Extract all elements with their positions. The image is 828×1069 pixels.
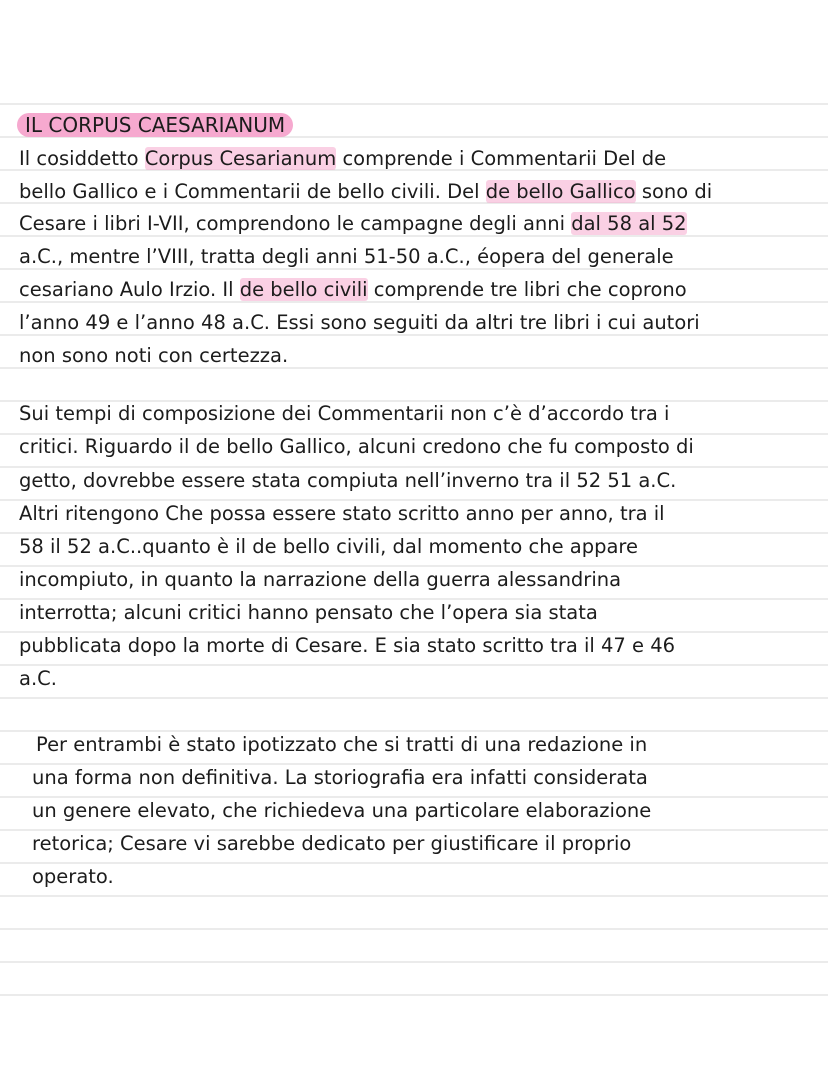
paragraph-1-line-7: non sono noti con certezza. bbox=[19, 344, 289, 367]
paragraph-2-line-9: a.C. bbox=[19, 667, 57, 690]
paragraph-2-line-7: interrotta; alcuni critici hanno pensato che l’opera sia stata bbox=[19, 601, 598, 624]
paragraph-2-line-5: 58 il 52 a.C..quanto è il de bello civili, dal momento che appare bbox=[19, 535, 639, 558]
text-run: cesariano Aulo Irzio. Il bbox=[19, 278, 240, 301]
paragraph-3-line-3: un genere elevato, che richiedeva una particolare elaborazione bbox=[32, 799, 652, 822]
paragraph-3-line-5: operato. bbox=[32, 865, 114, 888]
paragraph-1-line-6: l’anno 49 e l’anno 48 a.C. Essi sono seguiti da altri tre libri i cui autori bbox=[19, 311, 700, 334]
paragraph-3-line-4: retorica; Cesare vi sarebbe dedicato per giustificare il proprio bbox=[32, 832, 632, 855]
text-run: Il cosiddetto bbox=[19, 147, 145, 170]
highlighted-term: Corpus Cesarianum bbox=[144, 147, 337, 170]
paragraph-1-line-4: a.C., mentre l’VIII, tratta degli anni 51-50 a.C., éopera del generale bbox=[19, 245, 674, 268]
text-run: bello Gallico e i Commentarii de bello civili. Del bbox=[19, 180, 486, 203]
paragraph-1-line-5 bbox=[19, 274, 687, 306]
highlighted-term: de bello civili bbox=[239, 278, 368, 301]
paragraph-2-line-2: critici. Riguardo il de bello Gallico, alcuni credono che fu composto di bbox=[19, 435, 694, 458]
highlighted-term: de bello Gallico bbox=[485, 180, 636, 203]
text-run: Cesare i libri I-VII, comprendono le campagne degli anni bbox=[19, 212, 572, 235]
highlighted-term: dal 58 al 52 bbox=[571, 212, 687, 235]
paragraph-2-line-6: incompiuto, in quanto la narrazione della guerra alessandrina bbox=[19, 568, 622, 591]
text-run: sono di bbox=[635, 180, 713, 203]
paragraph-1-line-2 bbox=[19, 176, 712, 208]
paragraph-1-line-1 bbox=[19, 143, 666, 175]
paragraph-3-line-1: Per entrambi è stato ipotizzato che si tratti di una redazione in bbox=[36, 733, 648, 756]
paragraph-3-line-2: una forma non definitiva. La storiografia era infatti considerata bbox=[32, 766, 648, 789]
text-run: comprende i Commentarii Del de bbox=[336, 147, 667, 170]
paragraph-1-line-3 bbox=[19, 208, 687, 240]
paragraph-2-line-4: Altri ritengono Che possa essere stato scritto anno per anno, tra il bbox=[19, 502, 665, 525]
paragraph-2-line-8: pubblicata dopo la morte di Cesare. E sia stato scritto tra il 47 e 46 bbox=[19, 634, 676, 657]
text-run: comprende tre libri che coprono bbox=[367, 278, 687, 301]
paragraph-2-line-1: Sui tempi di composizione dei Commentarii non c’è d’accordo tra i bbox=[19, 402, 670, 425]
page-title: IL CORPUS CAESARIANUM bbox=[17, 113, 293, 137]
heading-line bbox=[17, 109, 293, 141]
paragraph-2-line-3: getto, dovrebbe essere stata compiuta nell’inverno tra il 52 51 a.C. bbox=[19, 469, 677, 492]
